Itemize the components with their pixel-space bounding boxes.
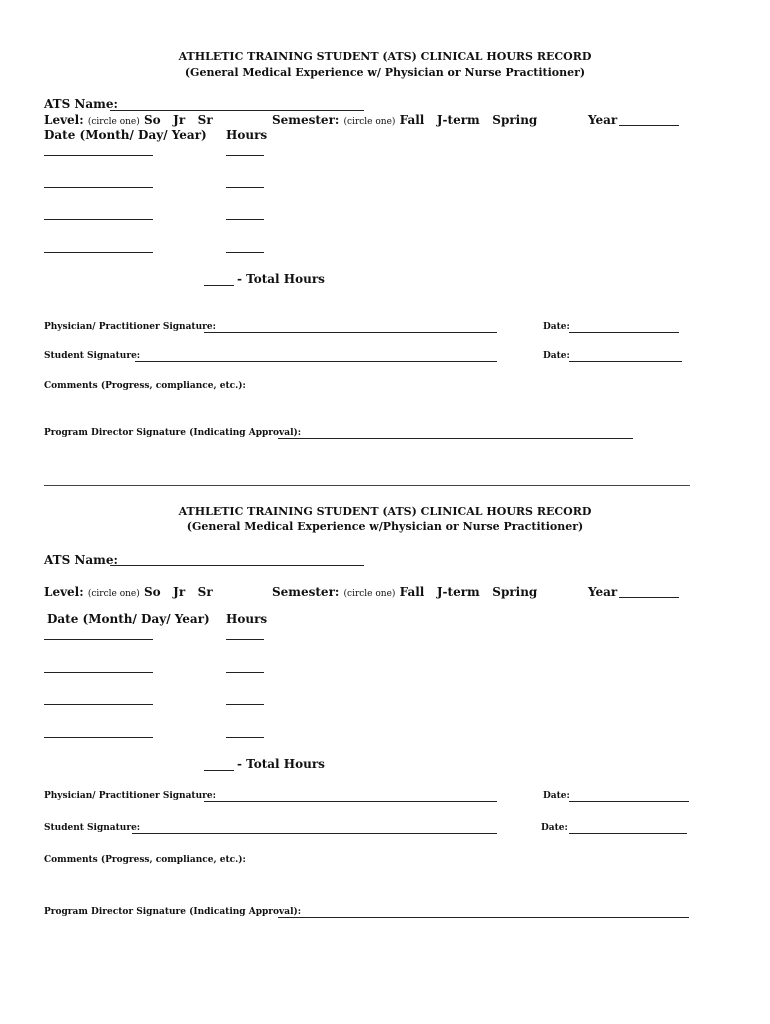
semester-options[interactable]: Fall J-term Spring	[399, 585, 538, 599]
date-entry-1[interactable]	[44, 639, 153, 640]
hours-header: Hours	[226, 128, 268, 142]
date-entry-4[interactable]	[44, 737, 153, 738]
hours-entry-3[interactable]	[226, 704, 264, 705]
ats-name-label: ATS Name:	[44, 97, 118, 111]
form-title: ATHLETIC TRAINING STUDENT (ATS) CLINICAL HOURS RECORD	[178, 505, 592, 518]
hours-header: Hours	[226, 612, 268, 626]
physician-signature-field[interactable]	[204, 332, 497, 333]
semester-options[interactable]: Fall J-term Spring	[399, 113, 538, 127]
physician-date-field[interactable]	[569, 801, 689, 802]
physician-signature-field[interactable]	[204, 801, 497, 802]
section-divider	[44, 485, 690, 486]
total-hours-field[interactable]	[204, 285, 234, 286]
student-signature-label: Student Signature:	[44, 351, 141, 361]
date-entry-2[interactable]	[44, 672, 153, 673]
director-signature-field[interactable]	[278, 917, 689, 918]
semester-label: Semester: (circle one) Fall J-term Spring	[272, 585, 538, 599]
date-entry-4[interactable]	[44, 252, 153, 253]
hours-entry-4[interactable]	[226, 252, 264, 253]
date-header: Date (Month/ Day/ Year)	[47, 612, 210, 626]
circle-one-hint: (circle one)	[87, 589, 140, 599]
total-hours-label: - Total Hours	[237, 272, 325, 286]
level-options[interactable]: So Jr Sr	[143, 113, 213, 127]
director-signature-field[interactable]	[278, 438, 633, 439]
ats-name-field[interactable]	[110, 110, 364, 111]
physician-date-field[interactable]	[569, 332, 679, 333]
total-hours-label: - Total Hours	[237, 757, 325, 771]
hours-entry-2[interactable]	[226, 187, 264, 188]
semester-circle-hint: (circle one)	[343, 117, 396, 127]
director-signature-label: Program Director Signature (Indicating Approval):	[44, 907, 302, 917]
physician-date-label: Date:	[543, 322, 570, 332]
physician-date-label: Date:	[543, 791, 570, 801]
year-label: Year	[588, 585, 618, 599]
hours-entry-2[interactable]	[226, 672, 264, 673]
comments-label: Comments (Progress, compliance, etc.):	[44, 855, 246, 865]
hours-entry-3[interactable]	[226, 219, 264, 220]
level-options[interactable]: So Jr Sr	[143, 585, 213, 599]
ats-name-field[interactable]	[110, 565, 364, 566]
form-subtitle: (General Medical Experience w/ Physician or Nurse Practitioner)	[184, 66, 586, 79]
form-title: ATHLETIC TRAINING STUDENT (ATS) CLINICAL HOURS RECORD	[178, 50, 592, 63]
hours-entry-4[interactable]	[226, 737, 264, 738]
student-date-field[interactable]	[569, 361, 682, 362]
student-signature-label: Student Signature:	[44, 823, 141, 833]
year-label: Year	[588, 113, 618, 127]
form-subtitle: (General Medical Experience w/Physician or Nurse Practitioner)	[186, 520, 584, 533]
level-label: Level: (circle one) So Jr Sr	[44, 585, 213, 599]
level-label: Level: (circle one) So Jr Sr	[44, 113, 213, 127]
physician-signature-label: Physician/ Practitioner Signature:	[44, 791, 216, 801]
comments-label: Comments (Progress, compliance, etc.):	[44, 381, 246, 391]
student-date-label: Date:	[541, 823, 568, 833]
student-date-field[interactable]	[569, 833, 687, 834]
date-entry-3[interactable]	[44, 704, 153, 705]
date-entry-1[interactable]	[44, 155, 153, 156]
date-entry-3[interactable]	[44, 219, 153, 220]
year-field[interactable]	[619, 597, 679, 598]
hours-entry-1[interactable]	[226, 639, 264, 640]
total-hours-field[interactable]	[204, 770, 234, 771]
hours-entry-1[interactable]	[226, 155, 264, 156]
year-field[interactable]	[619, 125, 679, 126]
semester-label: Semester: (circle one) Fall J-term Spring	[272, 113, 538, 127]
student-signature-field[interactable]	[132, 833, 497, 834]
student-signature-field[interactable]	[135, 361, 497, 362]
physician-signature-label: Physician/ Practitioner Signature:	[44, 322, 216, 332]
student-date-label: Date:	[543, 351, 570, 361]
circle-one-hint: (circle one)	[87, 117, 140, 127]
semester-circle-hint: (circle one)	[343, 589, 396, 599]
director-signature-label: Program Director Signature (Indicating Approval):	[44, 428, 302, 438]
date-header: Date (Month/ Day/ Year)	[44, 128, 207, 142]
ats-name-label: ATS Name:	[44, 553, 118, 567]
date-entry-2[interactable]	[44, 187, 153, 188]
